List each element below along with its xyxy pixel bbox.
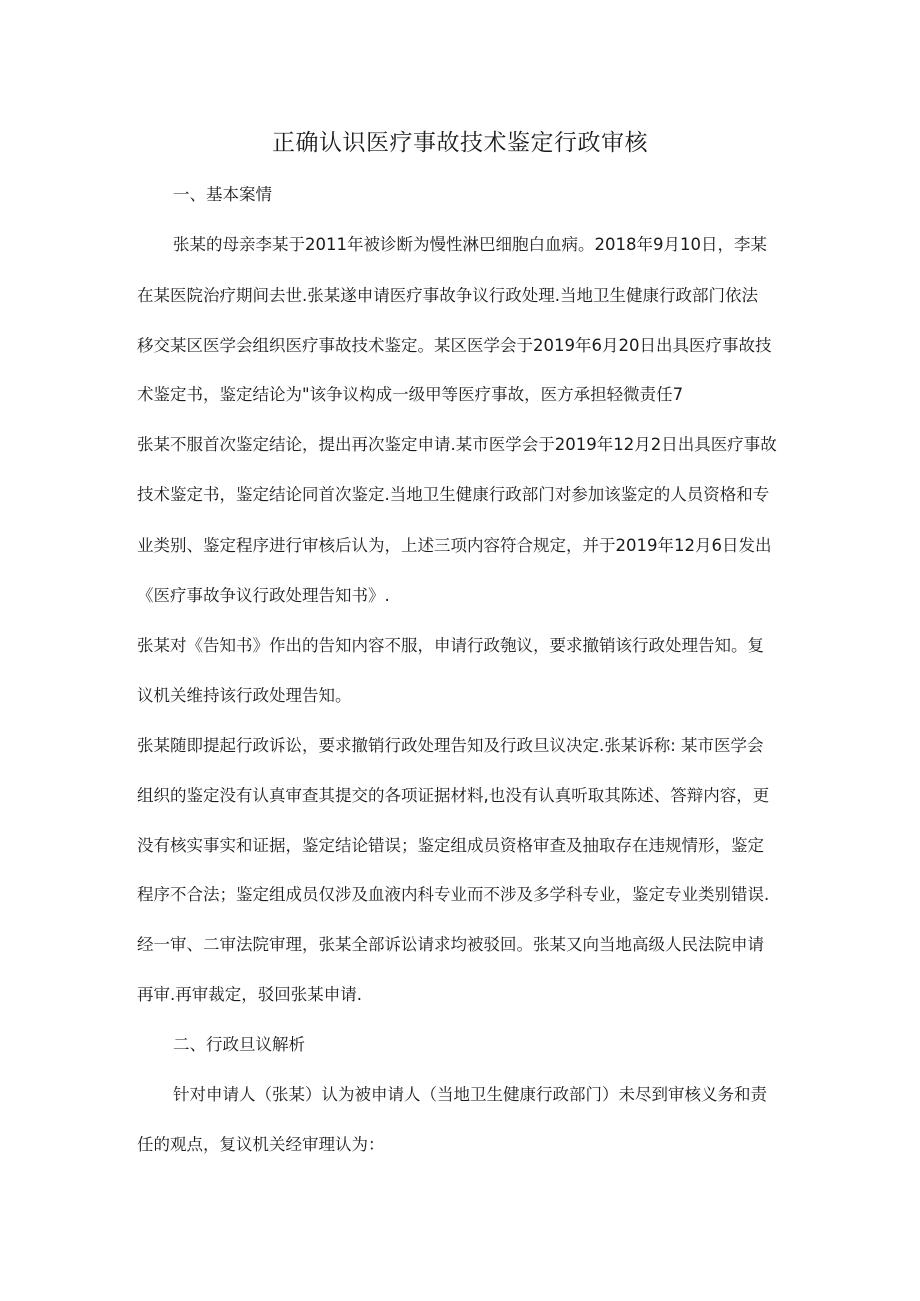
paragraph-line: 再审.再审裁定，驳回张某申请. [137,985,362,1004]
section-heading-basic-facts: 一、基本案情 [173,185,272,204]
paragraph-line: 没有核实事实和证据，鉴定结论错误；鉴定组成员资格审查及抽取存在违规情形，鉴定 [137,836,764,855]
paragraph-line: 组织的鉴定没有认真审查其提交的各项证据材料,也没有认真听取其陈述、答辩内容，更 [137,786,770,805]
paragraph-line: 移交某区医学会组织医疗事故技术鉴定。某区医学会于2019年6月20日出具医疗事故技 [137,336,772,355]
paragraph-line: 针对申请人（张某）认为被申请人（当地卫生健康行政部门）未尽到审核义务和责 [173,1085,767,1104]
paragraph-line: 在某医院治疗期间去世.张某遂申请医疗事故争议行政处理.当地卫生健康行政部门依法 [137,286,758,305]
paragraph-line: 张某对《告知书》作出的告知内容不服，申请行政匏议，要求撤销该行政处理告知。复 [137,636,764,655]
paragraph-line: 议机关维持该行政处理告知。 [137,686,352,705]
paragraph-line: 张某随即提起行政诉讼，要求撤销行政处理告知及行政旦议决定.张某诉称: 某市医学会 [137,736,764,755]
paragraph-line: 程序不合法；鉴定组成员仅涉及血液内科专业而不涉及多学科专业，鉴定专业类别错误. [137,885,770,904]
document-title: 正确认识医疗事故技术鉴定行政审核 [272,130,648,156]
paragraph-line: 《医疗事故争议行政处理告知书》. [137,586,390,605]
paragraph-line: 术鉴定书，鉴定结论为"该争议构成一级甲等医疗事故，医方承担轻微责任7 [137,385,684,404]
paragraph-line: 张某不服首次鉴定结论，提出再次鉴定申请.某市医学会于2019年12月2日出具医疗事故 [137,435,777,454]
section-heading-review-analysis: 二、行政旦议解析 [173,1035,305,1054]
paragraph-line: 经一审、二审法院审理，张某全部诉讼请求均被驳回。张某又向当地高级人民法院申请 [137,935,764,954]
paragraph-line: 技术鉴定书，鉴定结论同首次鉴定.当地卫生健康行政部门对参加该鉴定的人员资格和专 [137,485,770,504]
paragraph-line: 业类别、鉴定程序进行审核后认为，上述三项内容符合规定，并于2019年12月6日发出 [137,536,772,555]
paragraph-line: 张某的母亲李某于2011年被诊断为慢性淋巴细胞白血病。2018年9月10日，李某 [173,235,767,254]
paragraph-line: 任的观点，复议机关经审理认为： [137,1135,385,1154]
